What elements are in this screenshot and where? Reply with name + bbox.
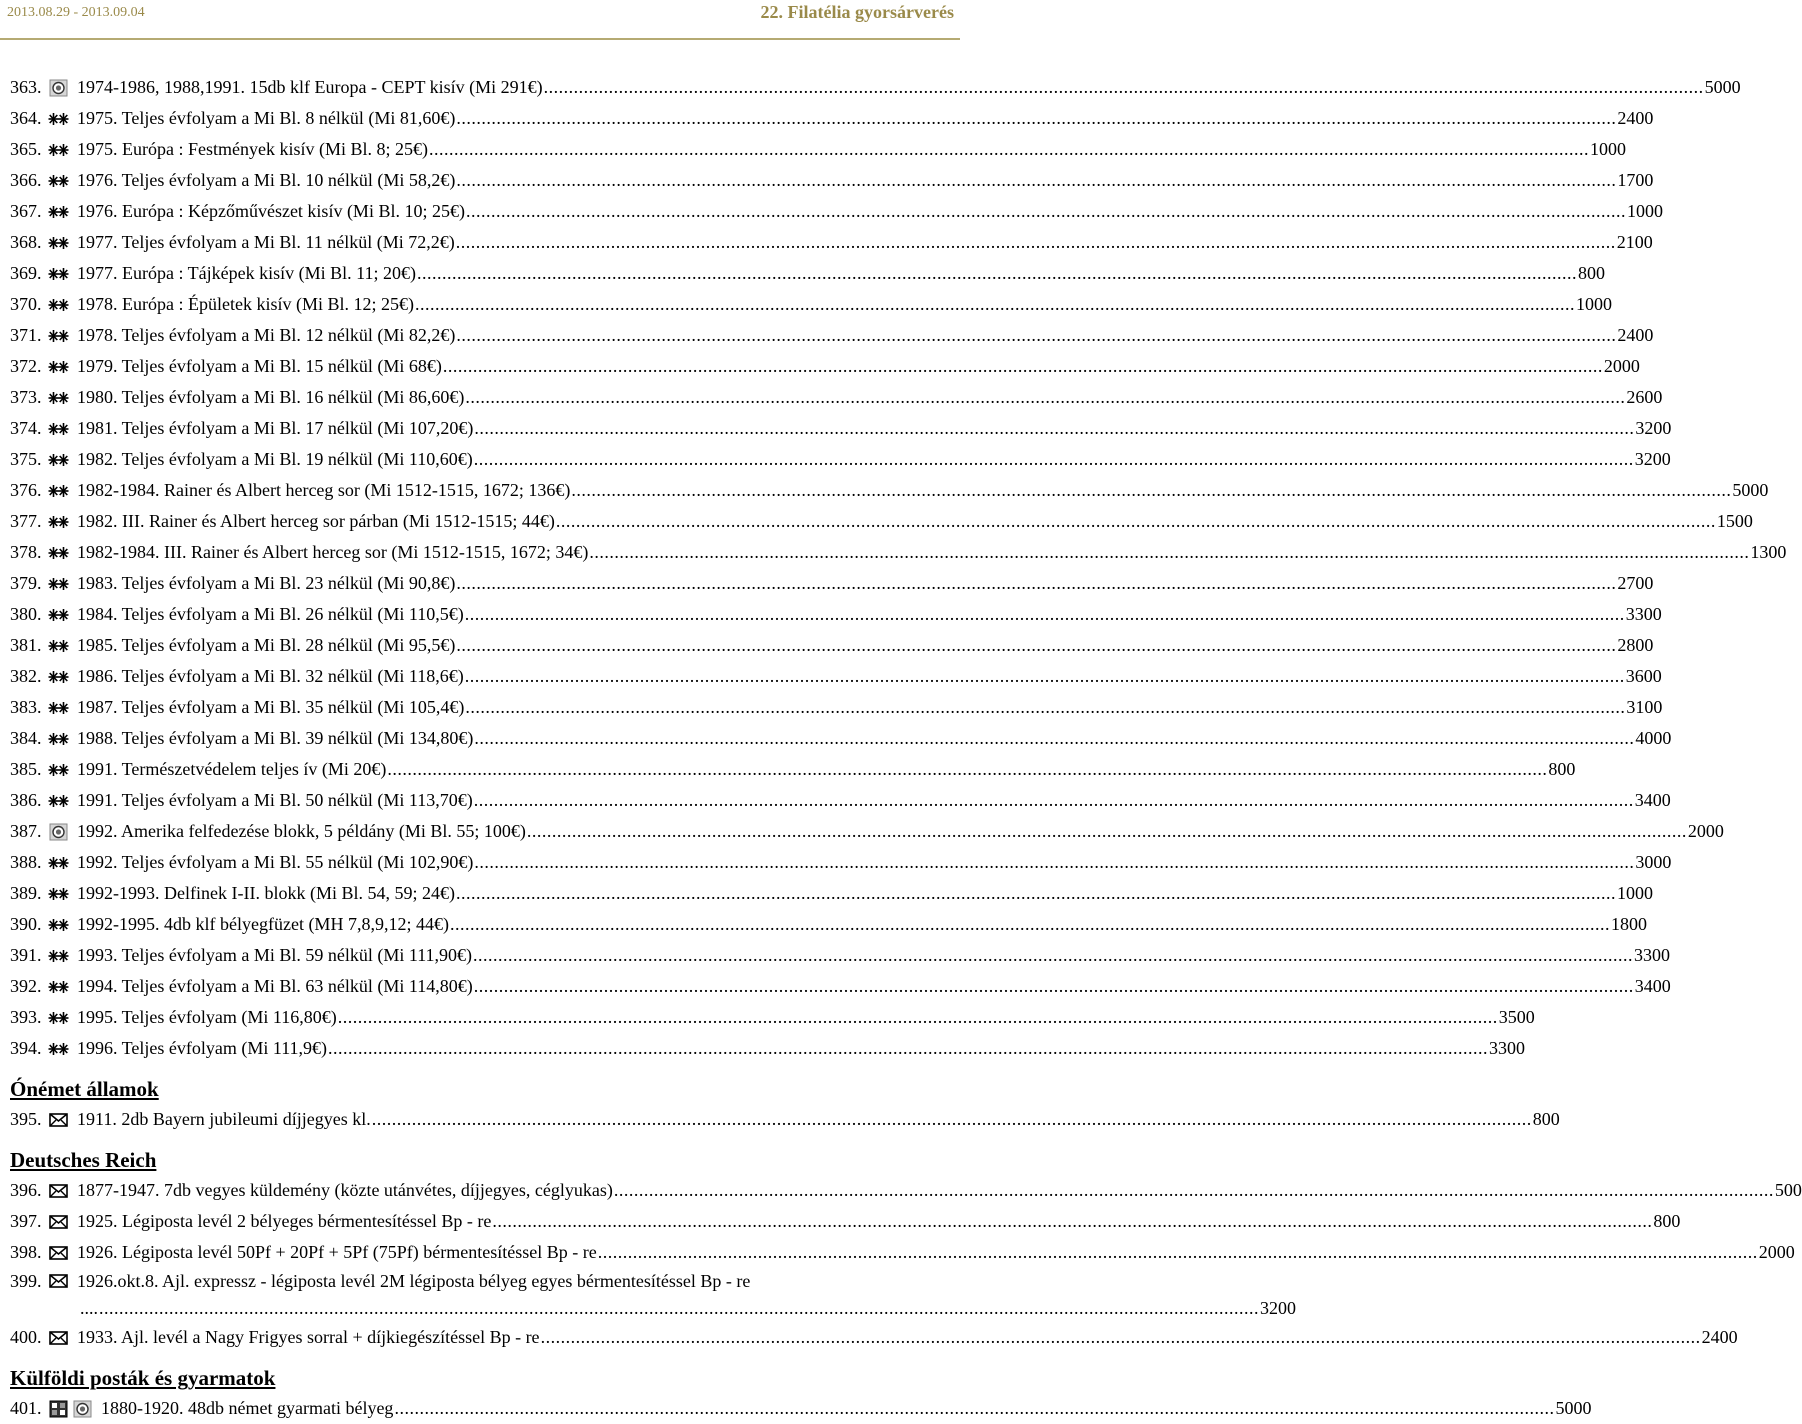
dot-leader: [541, 1327, 1701, 1348]
lot-price: 3400: [1634, 976, 1671, 996]
lot-price: 3500: [1498, 1007, 1535, 1027]
lot-description: 1982-1984. Rainer és Albert herceg sor (Mi 1512-1515, 1672; 136€): [77, 480, 571, 500]
lot-group-kulfoldi: [10, 1393, 1592, 1424]
condition-icons: [48, 1182, 69, 1200]
dot-leader: [474, 976, 1634, 997]
condition-icons: [48, 606, 69, 624]
lot-number: 364.: [10, 108, 42, 128]
lot-price: 5000: [1732, 480, 1769, 500]
lot-row: [10, 816, 1724, 847]
section-heading-kulfoldi: Külföldi posták és gyarmatok: [10, 1366, 276, 1390]
lot-description: 1911. 2db Bayern jubileumi díjjegyes kl.: [77, 1109, 371, 1129]
lot-price: 3000: [1635, 852, 1672, 872]
dot-leader: [465, 697, 1625, 718]
double-star-icon: [48, 482, 69, 500]
lot-number: 380.: [10, 604, 42, 624]
lot-number: 381.: [10, 635, 42, 655]
condition-icons: [48, 575, 69, 593]
lot-price: 3600: [1625, 666, 1662, 686]
lot-row: [10, 258, 1605, 289]
lot-number: 375.: [10, 449, 42, 469]
lot-number: 388.: [10, 852, 42, 872]
condition-icons: [48, 947, 69, 965]
lot-description: 1992-1995. 4db klf bélyegfüzet (MH 7,8,9,12; 44€): [77, 914, 449, 934]
dot-leader: [429, 139, 1589, 160]
lot-row: [10, 971, 1671, 1002]
dot-leader: [387, 759, 1547, 780]
dot-leader: [372, 1109, 1532, 1130]
condition-icons: [48, 1111, 69, 1129]
lot-number: 363.: [10, 77, 42, 97]
envelope-icon: [48, 1111, 69, 1129]
lot-description: 1996. Teljes évfolyam (Mi 111,9€): [77, 1038, 328, 1058]
double-star-icon: [48, 1040, 69, 1058]
lot-number: 377.: [10, 511, 42, 531]
lot-number: 397.: [10, 1211, 42, 1231]
lot-price: 2800: [1617, 635, 1654, 655]
condition-icons: [48, 203, 69, 221]
dot-leader: [598, 1242, 1758, 1263]
section-heading-onemet: Ónémet államok: [10, 1077, 159, 1101]
condition-icons: [48, 1213, 69, 1231]
dot-leader: [394, 1398, 1554, 1419]
lot-price: 4000: [1635, 728, 1672, 748]
double-star-icon: [48, 110, 69, 128]
lot-description: 1992. Amerika felfedezése blokk, 5 példány (Mi Bl. 55; 100€): [77, 821, 526, 841]
lot-row: [10, 847, 1672, 878]
double-star-icon: [48, 544, 69, 562]
lot-price: 2600: [1626, 387, 1663, 407]
lot-description: 1991. Teljes évfolyam a Mi Bl. 50 nélkül (Mi 113,70€): [77, 790, 473, 810]
lot-price: 2100: [1616, 232, 1653, 252]
lot-number: 371.: [10, 325, 42, 345]
lot-row: [10, 1033, 1526, 1064]
circle-stamp-icon: [48, 79, 69, 97]
double-star-icon: [48, 606, 69, 624]
double-star-icon: [48, 234, 69, 252]
condition-icons: [48, 234, 69, 252]
dot-leader: [571, 480, 1731, 501]
lot-row: [10, 382, 1663, 413]
lot-number: 401.: [10, 1398, 42, 1418]
lot-number: 374.: [10, 418, 42, 438]
lot-price: 3300: [1625, 604, 1662, 624]
condition-icons: [48, 420, 69, 438]
lot-row: [10, 878, 1653, 909]
lot-number: 386.: [10, 790, 42, 810]
lot-row: [10, 1002, 1535, 1033]
lot-price: 1000: [1626, 201, 1663, 221]
lot-price: 1700: [1617, 170, 1654, 190]
double-star-icon: [48, 978, 69, 996]
catalog-title: 22. Filatélia gyorsárverés: [760, 2, 954, 22]
lot-price: 2400: [1617, 325, 1654, 345]
lot-number: 387.: [10, 821, 42, 841]
lot-description: 1984. Teljes évfolyam a Mi Bl. 26 nélkül (Mi 110,5€): [77, 604, 464, 624]
lot-description: 1992-1993. Delfinek I-II. blokk (Mi Bl. 54, 59; 24€): [77, 883, 455, 903]
dot-leader: [492, 1211, 1652, 1232]
lot-row: [10, 165, 1654, 196]
lot-row: [10, 413, 1672, 444]
double-star-icon: [48, 730, 69, 748]
double-star-icon: [48, 296, 69, 314]
lot-description: 1986. Teljes évfolyam a Mi Bl. 32 nélkül (Mi 118,6€): [77, 666, 464, 686]
condition-icons: [48, 544, 69, 562]
lot-number: 368.: [10, 232, 42, 252]
lot-row: [10, 1393, 1592, 1424]
lot-price: 5000: [1555, 1398, 1592, 1418]
lot-group-onemet: [10, 1104, 1560, 1135]
lot-number: 379.: [10, 573, 42, 593]
dot-leader: [614, 1180, 1774, 1201]
lot-description: 1880-1920. 48db német gyarmati bélyeg: [101, 1398, 394, 1418]
condition-icons: [48, 792, 69, 810]
condition-icons: [48, 823, 69, 841]
lot-row: [10, 599, 1662, 630]
lot-price: 2400: [1701, 1327, 1738, 1347]
double-star-icon: [48, 141, 69, 159]
lot-row: [10, 723, 1672, 754]
double-star-icon: [48, 358, 69, 376]
lot-description-continuation: ....: [80, 1297, 98, 1318]
envelope-icon: [48, 1213, 69, 1231]
lot-description: 1993. Teljes évfolyam a Mi Bl. 59 nélkül (Mi 111,90€): [77, 945, 473, 965]
lot-description: 1974-1986, 1988,1991. 15db klf Europa - CEPT kisív (Mi 291€): [77, 77, 543, 97]
double-star-icon: [48, 172, 69, 190]
double-star-icon: [48, 854, 69, 872]
condition-icons: [48, 265, 69, 283]
dot-leader: [99, 1298, 1259, 1319]
section-heading-reich: Deutsches Reich: [10, 1148, 157, 1172]
condition-icons: [48, 1329, 69, 1347]
lot-row: [10, 72, 1741, 103]
dot-leader: [589, 542, 1749, 563]
lot-group-reich: [10, 1175, 1802, 1353]
dot-leader: [338, 1007, 1498, 1028]
dot-leader: [544, 77, 1704, 98]
double-star-icon: [48, 203, 69, 221]
lot-number: 365.: [10, 139, 42, 159]
condition-icons: [48, 513, 69, 531]
lot-row: [10, 1175, 1802, 1206]
lot-price: 3200: [1634, 449, 1671, 469]
lot-price: 800: [1577, 263, 1605, 283]
double-star-icon: [48, 327, 69, 345]
dot-leader: [527, 821, 1687, 842]
lot-row: [10, 196, 1663, 227]
lot-price: 1500: [1716, 511, 1753, 531]
double-star-icon: [48, 916, 69, 934]
condition-icons: [48, 761, 69, 779]
lot-number: 369.: [10, 263, 42, 283]
lot-price: 2000: [1687, 821, 1724, 841]
lot-number: 383.: [10, 697, 42, 717]
lot-description: 1987. Teljes évfolyam a Mi Bl. 35 nélkül (Mi 105,4€): [77, 697, 465, 717]
dot-leader: [450, 914, 1610, 935]
lot-price: 1300: [1750, 542, 1787, 562]
lot-number: 382.: [10, 666, 42, 686]
dot-leader: [474, 790, 1634, 811]
lot-price: 800: [1548, 759, 1576, 779]
lot-row: [10, 692, 1663, 723]
dot-leader: [456, 635, 1616, 656]
lot-price: 3200: [1635, 418, 1672, 438]
lot-number: 398.: [10, 1242, 42, 1262]
condition-icons: [48, 885, 69, 903]
lot-row: [10, 475, 1769, 506]
lot-price: 2000: [1603, 356, 1640, 376]
lot-row: [10, 754, 1576, 785]
lot-description: 1994. Teljes évfolyam a Mi Bl. 63 nélkül (Mi 114,80€): [77, 976, 473, 996]
lot-number: 395.: [10, 1109, 42, 1129]
lot-description: 1926.okt.8. Ajl. expressz - légiposta levél 2M légiposta bélyeg egyes bérmentesítéssel Bp - re: [77, 1270, 751, 1291]
envelope-icon: [48, 1329, 69, 1347]
lot-row: [10, 320, 1654, 351]
double-star-icon: [48, 575, 69, 593]
dot-leader: [465, 666, 1625, 687]
lot-number: 373.: [10, 387, 42, 407]
lot-description: 1983. Teljes évfolyam a Mi Bl. 23 nélkül (Mi 90,8€): [77, 573, 456, 593]
envelope-icon: [48, 1272, 69, 1290]
date-range: 2013.08.29 - 2013.09.04: [7, 5, 145, 20]
condition-icons: [48, 1009, 69, 1027]
double-star-icon: [48, 1009, 69, 1027]
condition-icons: [48, 1244, 69, 1262]
lot-row: [10, 351, 1640, 382]
lot-row: [10, 1104, 1560, 1135]
circle-stamp-icon: [72, 1400, 93, 1418]
lot-description: 1979. Teljes évfolyam a Mi Bl. 15 nélkül (Mi 68€): [77, 356, 442, 376]
dot-leader: [443, 356, 1603, 377]
dot-leader: [465, 387, 1625, 408]
condition-icons: [48, 637, 69, 655]
lot-row: [10, 785, 1671, 816]
condition-icons: [48, 141, 69, 159]
lot-description: 1978. Európa : Épületek kisív (Mi Bl. 12; 25€): [77, 294, 414, 314]
lot-number: 384.: [10, 728, 42, 748]
dot-leader: [474, 728, 1634, 749]
lot-description: 1991. Természetvédelem teljes ív (Mi 20€): [77, 759, 387, 779]
lot-price: 3300: [1489, 1038, 1526, 1058]
dot-leader: [456, 170, 1616, 191]
condition-icons: [48, 730, 69, 748]
condition-icons: [48, 916, 69, 934]
dot-leader: [456, 108, 1616, 129]
condition-icons: [48, 978, 69, 996]
lot-group-monaco: [10, 72, 1787, 1064]
double-star-icon: [48, 451, 69, 469]
envelope-icon: [48, 1182, 69, 1200]
lot-description: 1988. Teljes évfolyam a Mi Bl. 39 nélkül (Mi 134,80€): [77, 728, 474, 748]
lot-description: 1877-1947. 7db vegyes küldemény (közte utánvétes, díjjegyes, céglyukas): [77, 1180, 613, 1200]
dot-leader: [474, 449, 1634, 470]
lot-description: 1926. Légiposta levél 50Pf + 20Pf + 5Pf (75Pf) bérmentesítéssel Bp - re: [77, 1242, 597, 1262]
lot-description: 1975. Európa : Festmények kisív (Mi Bl. 8; 25€): [77, 139, 428, 159]
condition-icons: [48, 1040, 69, 1058]
dot-leader: [474, 418, 1634, 439]
condition-icons: [48, 296, 69, 314]
lot-row: [10, 909, 1647, 940]
condition-icons: [48, 172, 69, 190]
lot-description: 1977. Európa : Tájképek kisív (Mi Bl. 11; 20€): [77, 263, 416, 283]
dot-leader: [417, 263, 1577, 284]
lot-row: [10, 568, 1654, 599]
envelope-icon: [48, 1244, 69, 1262]
lot-price: 1800: [1610, 914, 1647, 934]
lot-description: 1980. Teljes évfolyam a Mi Bl. 16 nélkül (Mi 86,60€): [77, 387, 465, 407]
condition-icons: [48, 854, 69, 872]
dot-leader: [456, 325, 1616, 346]
lot-row: [10, 1268, 872, 1294]
dot-leader: [556, 511, 1716, 532]
lot-description: 1985. Teljes évfolyam a Mi Bl. 28 nélkül (Mi 95,5€): [77, 635, 456, 655]
double-star-icon: [48, 699, 69, 717]
lot-number: 378.: [10, 542, 42, 562]
lot-row: [10, 630, 1654, 661]
double-star-icon: [48, 885, 69, 903]
lot-description: 1976. Európa : Képzőművészet kisív (Mi Bl. 10; 25€): [77, 201, 465, 221]
condition-icons: [48, 110, 69, 128]
lot-list: [10, 72, 1802, 1424]
condition-icons: [48, 327, 69, 345]
double-star-icon: [48, 792, 69, 810]
lot-row: [10, 289, 1612, 320]
lot-row: [10, 227, 1653, 258]
lot-row: [10, 940, 1671, 971]
lot-row: [10, 537, 1787, 568]
lot-number: 376.: [10, 480, 42, 500]
lot-price: 2400: [1617, 108, 1654, 128]
double-star-icon: [48, 420, 69, 438]
lot-description: 1992. Teljes évfolyam a Mi Bl. 55 nélkül (Mi 102,90€): [77, 852, 474, 872]
lot-price: 1000: [1589, 139, 1626, 159]
double-star-icon: [48, 389, 69, 407]
lot-row: [10, 1237, 1795, 1268]
lot-number: 392.: [10, 976, 42, 996]
lot-price: 2700: [1617, 573, 1654, 593]
lot-number: 393.: [10, 1007, 42, 1027]
dot-leader: [415, 294, 1575, 315]
lot-number: 390.: [10, 914, 42, 934]
lot-description: 1982. Teljes évfolyam a Mi Bl. 19 nélkül (Mi 110,60€): [77, 449, 473, 469]
lot-number: 367.: [10, 201, 42, 221]
lot-number: 399.: [10, 1270, 42, 1291]
lot-price: 5000: [1704, 77, 1741, 97]
condition-icons: [48, 389, 69, 407]
double-star-icon: [48, 637, 69, 655]
condition-icons: [48, 358, 69, 376]
dot-leader: [473, 945, 1633, 966]
lot-number: 366.: [10, 170, 42, 190]
lot-number: 372.: [10, 356, 42, 376]
lot-description: 1981. Teljes évfolyam a Mi Bl. 17 nélkül (Mi 107,20€): [77, 418, 474, 438]
lot-description: 1982. III. Rainer és Albert herceg sor párban (Mi 1512-1515; 44€): [77, 511, 555, 531]
circle-stamp-icon: [48, 823, 69, 841]
double-star-icon: [48, 513, 69, 531]
lot-price: 3300: [1634, 945, 1671, 965]
condition-icons: [48, 699, 69, 717]
condition-icons: [48, 1400, 93, 1418]
double-star-icon: [48, 947, 69, 965]
lot-description: 1982-1984. III. Rainer és Albert herceg sor (Mi 1512-1515, 1672; 34€): [77, 542, 589, 562]
lot-number: 400.: [10, 1327, 42, 1347]
condition-icons: [48, 1272, 69, 1290]
double-star-icon: [48, 761, 69, 779]
condition-icons: [48, 668, 69, 686]
lot-number: 389.: [10, 883, 42, 903]
lot-price: 2000: [1758, 1242, 1795, 1262]
lot-description: 1933. Ajl. levél a Nagy Frigyes sorral + díjkiegészítéssel Bp - re: [77, 1327, 540, 1347]
lot-number: 394.: [10, 1038, 42, 1058]
lot-price: 1000: [1575, 294, 1612, 314]
lot-price: 3100: [1626, 697, 1663, 717]
lot-price: 1000: [1616, 883, 1653, 903]
lot-number: 391.: [10, 945, 42, 965]
lot-description: 1975. Teljes évfolyam a Mi Bl. 8 nélkül (Mi 81,60€): [77, 108, 456, 128]
block-stamp-icon: [48, 1400, 69, 1418]
dot-leader: [328, 1038, 1488, 1059]
lot-description: 1925. Légiposta levél 2 bélyeges bérmentesítéssel Bp - re: [77, 1211, 492, 1231]
lot-price: 3400: [1634, 790, 1671, 810]
lot-price: 500: [1774, 1180, 1802, 1200]
lot-description: 1977. Teljes évfolyam a Mi Bl. 11 nélkül (Mi 72,2€): [77, 232, 455, 252]
lot-number: 385.: [10, 759, 42, 779]
lot-number: 370.: [10, 294, 42, 314]
lot-price: 800: [1532, 1109, 1560, 1129]
double-star-icon: [48, 265, 69, 283]
lot-row-continuation: [10, 1294, 1296, 1322]
lot-description: 1976. Teljes évfolyam a Mi Bl. 10 nélkül (Mi 58,2€): [77, 170, 456, 190]
dot-leader: [456, 573, 1616, 594]
dot-leader: [456, 883, 1616, 904]
dot-leader: [465, 604, 1625, 625]
lot-price: 800: [1653, 1211, 1681, 1231]
double-star-icon: [48, 668, 69, 686]
lot-row: [10, 506, 1753, 537]
lot-row: [10, 1322, 1738, 1353]
lot-row: [10, 661, 1662, 692]
condition-icons: [48, 79, 69, 97]
lot-number: 396.: [10, 1180, 42, 1200]
page-header: [0, 0, 960, 40]
lot-row: [10, 1206, 1681, 1237]
lot-row: [10, 103, 1654, 134]
dot-leader: [466, 201, 1626, 222]
lot-row: [10, 444, 1671, 475]
lot-description: 1995. Teljes évfolyam (Mi 116,80€): [77, 1007, 337, 1027]
condition-icons: [48, 482, 69, 500]
lot-description: 1978. Teljes évfolyam a Mi Bl. 12 nélkül (Mi 82,2€): [77, 325, 456, 345]
lot-row: [10, 134, 1626, 165]
dot-leader: [456, 232, 1616, 253]
lot-price: 3200: [1260, 1297, 1296, 1318]
condition-icons: [48, 451, 69, 469]
dot-leader: [474, 852, 1634, 873]
